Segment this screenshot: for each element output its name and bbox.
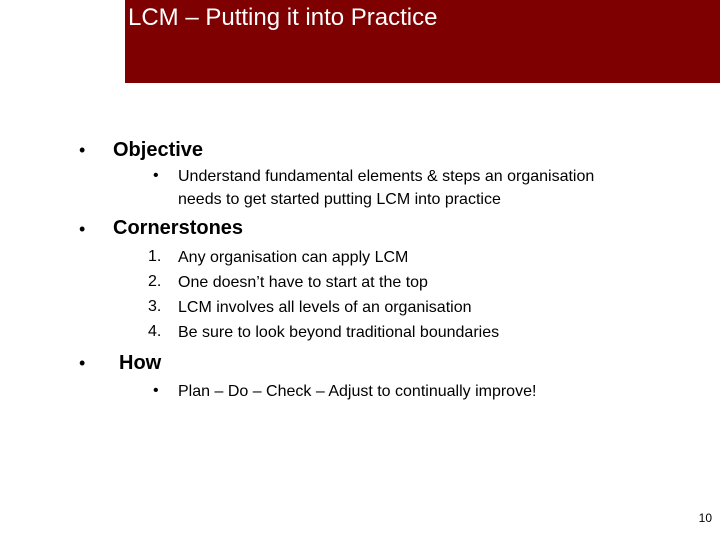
heading-cornerstones: Cornerstones (113, 217, 244, 239)
cornerstone-number-2: 2. (148, 273, 162, 290)
objective-item-line-2: needs to get started putting LCM into practice (178, 191, 501, 208)
cornerstone-item-2: One doesn’t have to start at the top (178, 274, 428, 291)
cornerstone-item-4: Be sure to look beyond traditional boundaries (178, 324, 500, 341)
cornerstone-number-3: 3. (148, 298, 162, 315)
heading-objective: Objective (113, 139, 204, 161)
slide-title: LCM – Putting it into Practice (128, 4, 438, 31)
page-number: 10 (698, 511, 712, 525)
heading-how: How (119, 352, 162, 374)
cornerstone-item-1: Any organisation can apply LCM (178, 249, 409, 266)
how-item-text: Plan – Do – Check – Adjust to continually improve! (178, 383, 537, 400)
bullet-cornerstones: • (79, 219, 86, 239)
cornerstone-number-1: 1. (148, 248, 162, 265)
bullet-how: • (79, 353, 86, 373)
objective-item-bullet: • (153, 167, 159, 184)
title-bar (125, 0, 720, 83)
cornerstone-item-3: LCM involves all levels of an organisation (178, 299, 472, 316)
how-item-bullet: • (153, 382, 159, 399)
objective-item-line-1: Understand fundamental elements & steps an organisation (178, 168, 595, 185)
cornerstone-number-4: 4. (148, 323, 162, 340)
bullet-objective: • (79, 140, 86, 160)
